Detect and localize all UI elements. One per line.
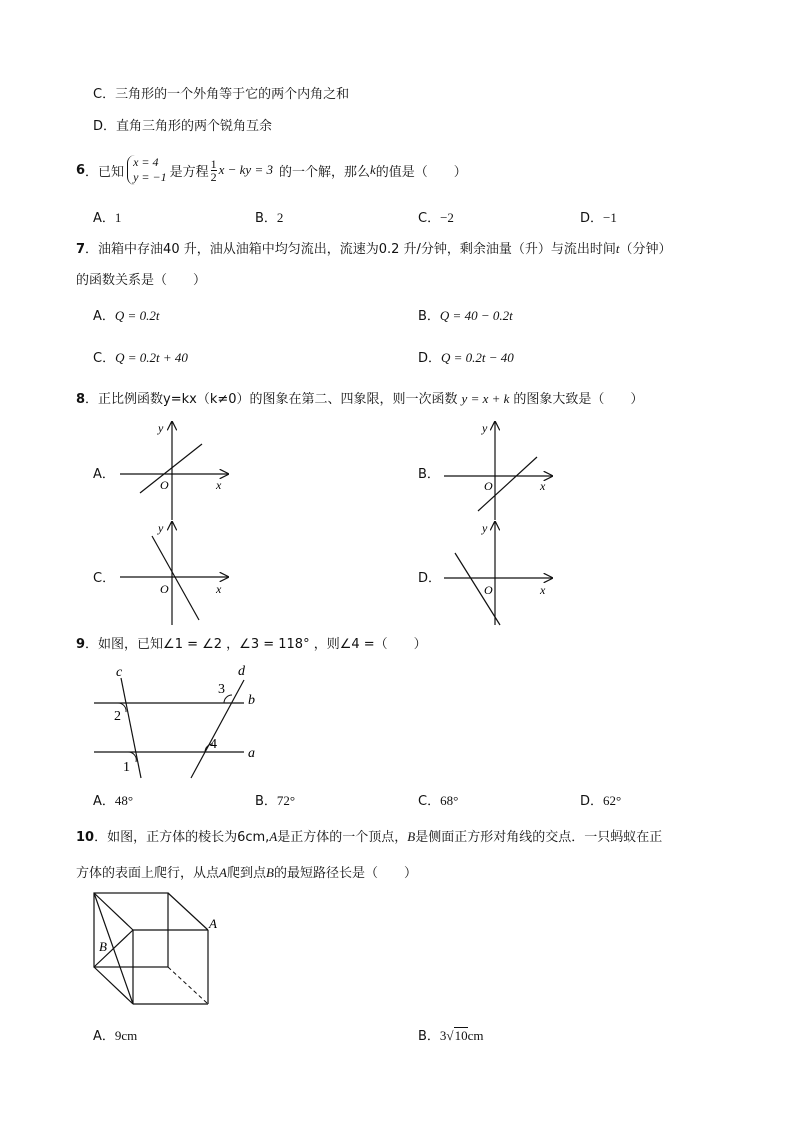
radicand: 10: [454, 1028, 468, 1043]
label-angle-4: 4: [210, 737, 217, 752]
point-b-label: B: [99, 939, 107, 954]
origin-label: O: [484, 479, 493, 493]
graph-a: [120, 421, 228, 520]
origin-label: O: [160, 478, 169, 492]
graph-b: [444, 421, 552, 520]
label-d: d: [238, 664, 245, 679]
fraction-denominator: 2: [210, 169, 217, 184]
system-line-1: x = 4: [133, 155, 159, 169]
q6-option-d: D．−1: [580, 210, 617, 226]
question-number: 6: [76, 162, 86, 178]
point-a: A: [219, 865, 227, 880]
point-b: B: [265, 865, 274, 880]
angle-3-arc: [224, 695, 232, 703]
graph-c: [120, 521, 228, 625]
y-axis-label: y: [482, 421, 488, 435]
q8-text: ．正比例函数y=kx（k≠0）的图象在第二、四象限，则一次函数: [85, 392, 458, 407]
q6-text-post: 的一个解，那么: [278, 164, 370, 180]
point-b: B: [407, 829, 416, 844]
y-axis-label: y: [158, 421, 164, 435]
q7-text: ．油箱中存油40 升，油从油箱中均匀流出，流速为0.2 升/分钟，剩余油量（升）与流出时间: [85, 242, 616, 257]
label-angle-2: 2: [114, 709, 121, 724]
fraction-numerator: 1: [210, 156, 217, 171]
q7-option-d: D．Q = 0.2t − 40: [418, 350, 514, 366]
q7-option-c: C．Q = 0.2t + 40: [93, 350, 188, 366]
function-line: [140, 444, 202, 493]
q8-option-a-label: A．: [93, 467, 115, 482]
function-line: [152, 536, 199, 620]
q9-text: ．如图，已知∠1 = ∠2 ，∠3 = 118° ，则∠4 =（ ）: [85, 637, 427, 652]
q9-figure: [94, 664, 255, 778]
question-number: 8: [76, 392, 86, 407]
q6-text-mid: 是方程: [169, 164, 209, 180]
x-axis-label: x: [216, 582, 222, 596]
origin-label: O: [160, 582, 169, 596]
q7-option-a: A．Q = 0.2t: [93, 308, 160, 324]
q6-text-tail: 的值是（ ）: [375, 164, 467, 180]
q10-stem-line1: 10．如图，正方体的棱长为6cm,A是正方体的一个顶点，B是侧面正方形对角线的交点．一只蚂蚁在正: [76, 829, 663, 845]
q9-stem: [76, 633, 427, 652]
label-angle-3: 3: [218, 682, 225, 697]
question-number: 7: [76, 242, 86, 257]
x-axis-label: x: [216, 478, 222, 492]
label-c: c: [116, 665, 123, 680]
q6-option-a: A．1: [93, 210, 122, 226]
q7-text-b: （分钟）: [619, 242, 672, 257]
q10-option-a: A．9cm: [93, 1028, 138, 1044]
q10-option-b: B．3√10cm: [418, 1028, 484, 1044]
point-a-label: A: [209, 916, 217, 931]
var-t: t: [615, 241, 620, 256]
linear-function-formula: y = x + k: [461, 391, 510, 406]
q9-option-b: B．72°: [255, 793, 296, 809]
x-axis-label: x: [540, 479, 546, 493]
q6-option-b: B．2: [255, 210, 284, 226]
question-number: 10: [76, 830, 95, 845]
label-angle-1: 1: [123, 760, 130, 775]
q9-option-c: C．68°: [418, 793, 459, 809]
graph-d: [444, 521, 552, 625]
label-b: b: [248, 693, 255, 708]
x-axis-label: x: [540, 583, 546, 597]
q8-option-b-label: B．: [418, 467, 440, 482]
function-line: [455, 553, 500, 625]
q5-option-c: C．三角形的一个外角等于它的两个内角之和: [93, 87, 350, 102]
q6-text-pre: ．已知: [85, 164, 125, 180]
q8-option-c-label: C．: [93, 571, 116, 586]
system-line-2: y = −1: [133, 170, 167, 184]
q10-cube-figure: [94, 893, 217, 1004]
q5-option-d: D．直角三角形的两个锐角互余: [93, 119, 273, 134]
q6-option-c: C．−2: [418, 210, 454, 226]
y-axis-label: y: [482, 521, 488, 535]
q7-stem-line2: 的函数关系是（ ）: [76, 273, 207, 288]
q10-stem-line2: 方体的表面上爬行，从点A爬到点B的最短路径长是（ ）: [76, 865, 417, 881]
point-a: A: [269, 829, 278, 844]
equation-rest: x − ky = 3: [218, 162, 273, 177]
q8-option-d-label: D．: [418, 571, 442, 586]
y-axis-label: y: [158, 521, 164, 535]
q9-option-a: A．48°: [93, 793, 134, 809]
q9-option-d: D．62°: [580, 793, 622, 809]
q7-option-b: B．Q = 40 − 0.2t: [418, 308, 513, 324]
label-a: a: [248, 746, 255, 761]
var-k: k: [369, 162, 376, 177]
origin-label: O: [484, 583, 493, 597]
question-number: 9: [76, 637, 86, 652]
q8-text-b: 的图象大致是（ ）: [513, 392, 644, 407]
